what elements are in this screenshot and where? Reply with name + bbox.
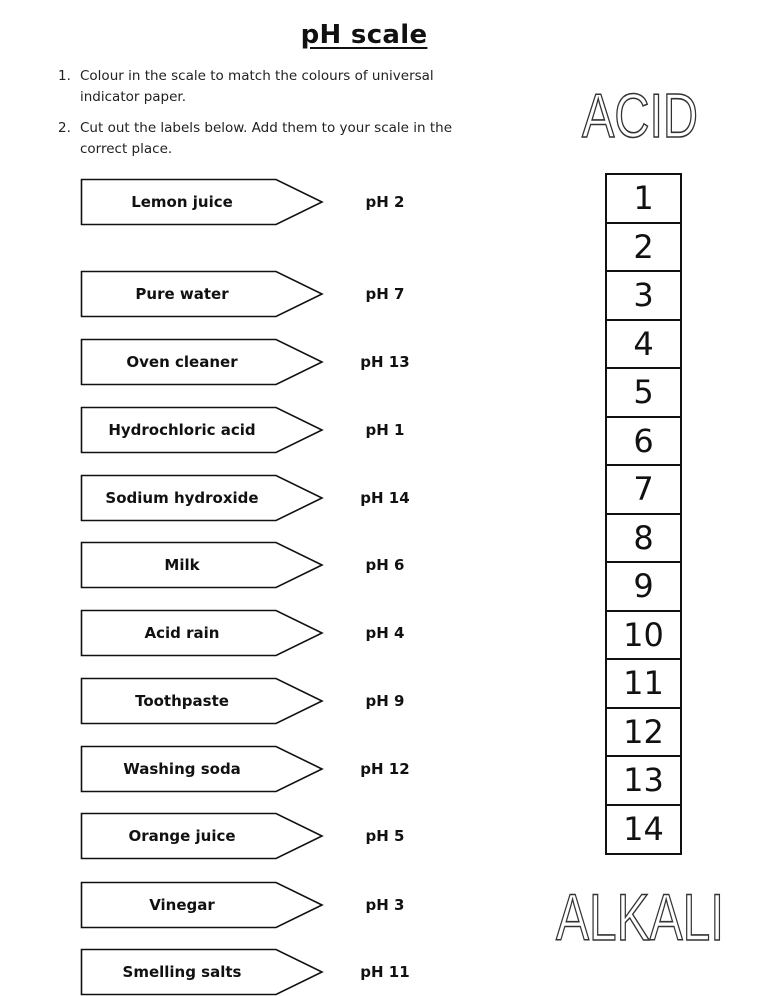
- scale-cell[interactable]: 9: [605, 561, 682, 611]
- scale-cell[interactable]: 4: [605, 319, 682, 369]
- instruction-text: Cut out the labels below. Add them to your scale in the correct place.: [80, 120, 453, 157]
- instruction-item: [58, 118, 488, 160]
- label-name: Smelling salts: [122, 963, 242, 981]
- scale-cell[interactable]: 1: [605, 173, 682, 223]
- scale-cell[interactable]: 5: [605, 367, 682, 417]
- page-title: pH scale: [300, 20, 428, 50]
- acid-word: ACID: [582, 82, 698, 151]
- ph-value: pH 13: [360, 353, 410, 371]
- label-arrow[interactable]: [80, 270, 325, 318]
- label-name: Lemon juice: [131, 193, 233, 211]
- scale-cell[interactable]: 14: [605, 804, 682, 856]
- label-name: Toothpaste: [135, 692, 229, 710]
- ph-value: pH 2: [365, 193, 405, 211]
- label-arrow[interactable]: [80, 745, 325, 793]
- instruction-number: 2.: [58, 120, 71, 136]
- label-name: Vinegar: [149, 896, 215, 914]
- label-arrow[interactable]: [80, 677, 325, 725]
- ph-value: pH 6: [365, 556, 405, 574]
- scale-cell[interactable]: 12: [605, 707, 682, 757]
- label-name: Oven cleaner: [126, 353, 238, 371]
- label-arrow[interactable]: [80, 406, 325, 454]
- instruction-number: 1.: [58, 68, 71, 84]
- label-name: Washing soda: [123, 760, 241, 778]
- ph-value: pH 1: [365, 421, 405, 439]
- alkali-word: ALKALI: [556, 880, 724, 954]
- ph-value: pH 5: [365, 827, 405, 845]
- label-name: Pure water: [135, 285, 229, 303]
- label-arrow[interactable]: [80, 541, 325, 589]
- ph-value: pH 9: [365, 692, 405, 710]
- label-name: Sodium hydroxide: [105, 489, 259, 507]
- ph-value: pH 7: [365, 285, 405, 303]
- scale-cell[interactable]: 2: [605, 222, 682, 272]
- label-arrow[interactable]: [80, 474, 325, 522]
- label-arrow[interactable]: [80, 178, 325, 226]
- ph-value: pH 14: [360, 489, 410, 507]
- label-name: Hydrochloric acid: [108, 421, 256, 439]
- instructions-list: [58, 66, 488, 170]
- label-name: Milk: [164, 556, 200, 574]
- scale-cell[interactable]: 13: [605, 755, 682, 805]
- label-name: Acid rain: [144, 624, 220, 642]
- scale-cell[interactable]: 8: [605, 513, 682, 563]
- label-arrow[interactable]: [80, 338, 325, 386]
- label-name: Orange juice: [128, 827, 236, 845]
- scale-cell[interactable]: 3: [605, 270, 682, 320]
- scale-cell[interactable]: 6: [605, 416, 682, 466]
- instruction-text: Colour in the scale to match the colours of universal indicator paper.: [80, 68, 434, 105]
- label-arrow[interactable]: [80, 881, 325, 929]
- scale-cell[interactable]: 10: [605, 610, 682, 660]
- scale-cell[interactable]: 7: [605, 464, 682, 514]
- ph-value: pH 3: [365, 896, 405, 914]
- label-arrow[interactable]: [80, 812, 325, 860]
- label-arrow[interactable]: [80, 609, 325, 657]
- instruction-item: [58, 66, 488, 108]
- ph-value: pH 12: [360, 760, 410, 778]
- ph-value: pH 4: [365, 624, 405, 642]
- scale-cell[interactable]: 11: [605, 658, 682, 708]
- ph-value: pH 11: [360, 963, 410, 981]
- label-arrow[interactable]: [80, 948, 325, 996]
